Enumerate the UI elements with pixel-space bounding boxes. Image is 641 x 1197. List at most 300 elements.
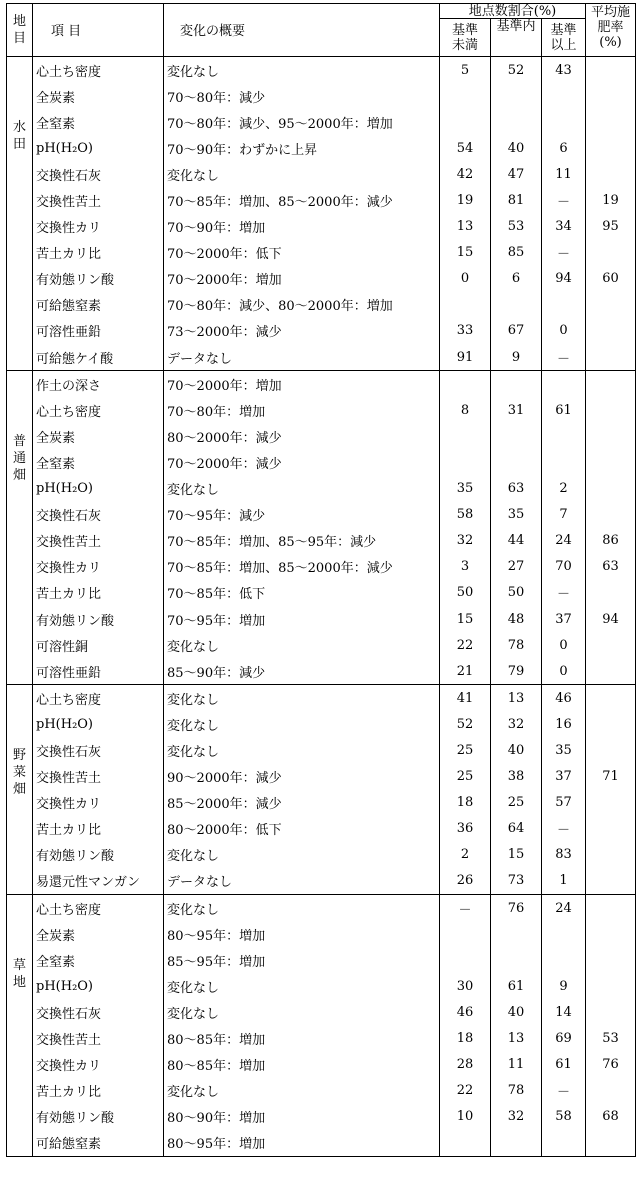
header-desc: 変化の概要 (164, 4, 440, 57)
within-standard-cell: 13 (491, 1025, 542, 1051)
within-standard-cell: 6 (491, 266, 542, 292)
fertilization-rate-cell: 53 (586, 1025, 636, 1051)
above-standard-cell (542, 83, 586, 109)
fertilization-rate-cell: 86 (586, 528, 636, 554)
above-standard-cell: 0 (542, 658, 586, 685)
within-standard-cell: 44 (491, 528, 542, 554)
table-row (7, 606, 636, 632)
description-cell: 変化なし (164, 476, 440, 502)
table-row (7, 868, 636, 895)
description-cell: 80～2000年：低下 (164, 816, 440, 842)
fertilization-rate-cell: 60 (586, 266, 636, 292)
above-standard-cell: － (542, 344, 586, 371)
table-row (7, 999, 636, 1025)
below-standard-cell: 0 (440, 266, 491, 292)
below-standard-cell: 25 (440, 737, 491, 763)
table-row (7, 187, 636, 213)
within-standard-cell: 32 (491, 711, 542, 737)
item-cell: pH(H₂O) (33, 973, 164, 999)
table-row (7, 135, 636, 161)
fertilization-rate-cell (586, 868, 636, 895)
item-cell: 可給態窒素 (33, 1130, 164, 1157)
above-standard-cell: － (542, 580, 586, 606)
land-category-label: 野菜畑 (12, 748, 26, 798)
above-standard-cell: 24 (542, 895, 586, 922)
below-standard-cell: 50 (440, 580, 491, 606)
below-standard-cell (440, 1130, 491, 1157)
description-cell: 変化なし (164, 685, 440, 712)
item-cell: pH(H₂O) (33, 476, 164, 502)
description-cell: 70～85年：増加、85～2000年：減少 (164, 554, 440, 580)
description-cell: 70～80年：減少、95～2000年：増加 (164, 109, 440, 135)
within-standard-cell: 32 (491, 1104, 542, 1130)
above-standard-cell: 94 (542, 266, 586, 292)
table-row (7, 1104, 636, 1130)
table-row (7, 816, 636, 842)
below-standard-cell: 52 (440, 711, 491, 737)
description-cell: 70～80年：減少、80～2000年：増加 (164, 292, 440, 318)
fertilization-rate-cell: 68 (586, 1104, 636, 1130)
description-cell: 80～2000年：減少 (164, 423, 440, 449)
description-cell: 70～2000年：減少 (164, 449, 440, 475)
description-cell: 70～85年：増加、85～95年：減少 (164, 528, 440, 554)
within-standard-cell: 64 (491, 816, 542, 842)
below-standard-cell (440, 109, 491, 135)
above-standard-cell: － (542, 1078, 586, 1104)
table-row (7, 790, 636, 816)
fertilization-rate-cell (586, 449, 636, 475)
above-standard-cell: 37 (542, 606, 586, 632)
description-cell: 80～85年：増加 (164, 1025, 440, 1051)
table-row (7, 318, 636, 344)
above-standard-cell: 46 (542, 685, 586, 712)
description-cell: 70～2000年：増加 (164, 371, 440, 398)
table-row (7, 921, 636, 947)
within-standard-cell: 25 (491, 790, 542, 816)
below-standard-cell: 32 (440, 528, 491, 554)
fertilization-rate-cell (586, 816, 636, 842)
item-cell: 苦土カリ比 (33, 1078, 164, 1104)
table-row (7, 973, 636, 999)
item-cell: 交換性苦土 (33, 764, 164, 790)
above-standard-cell: 7 (542, 502, 586, 528)
header-rate: 平均施肥率(%) (586, 4, 636, 57)
land-category-cell (7, 895, 33, 1157)
item-cell: 心土ち密度 (33, 57, 164, 84)
below-standard-cell: － (440, 895, 491, 922)
fertilization-rate-cell: 95 (586, 214, 636, 240)
fertilization-rate-cell (586, 580, 636, 606)
description-cell: 85～2000年：減少 (164, 790, 440, 816)
within-standard-cell (491, 449, 542, 475)
item-cell: 全窒素 (33, 109, 164, 135)
fertilization-rate-cell (586, 240, 636, 266)
table-row (7, 1025, 636, 1051)
above-standard-cell: 43 (542, 57, 586, 84)
item-cell: 心土ち密度 (33, 685, 164, 712)
within-standard-cell: 15 (491, 842, 542, 868)
table-row (7, 476, 636, 502)
description-cell: 80～95年：増加 (164, 921, 440, 947)
above-standard-cell (542, 423, 586, 449)
description-cell: 70～2000年：増加 (164, 266, 440, 292)
within-standard-cell (491, 83, 542, 109)
item-cell: 交換性カリ (33, 214, 164, 240)
header-item: 項 目 (33, 4, 164, 57)
above-standard-cell: 58 (542, 1104, 586, 1130)
within-standard-cell: 11 (491, 1052, 542, 1078)
above-standard-cell: 0 (542, 318, 586, 344)
description-cell: 70～90年：わずかに上昇 (164, 135, 440, 161)
item-cell: 交換性カリ (33, 554, 164, 580)
table-row (7, 109, 636, 135)
above-standard-cell: 14 (542, 999, 586, 1025)
within-standard-cell: 38 (491, 764, 542, 790)
item-cell: 全炭素 (33, 921, 164, 947)
table-row (7, 266, 636, 292)
within-standard-cell: 79 (491, 658, 542, 685)
above-standard-cell: 1 (542, 868, 586, 895)
below-standard-cell: 54 (440, 135, 491, 161)
below-standard-cell: 33 (440, 318, 491, 344)
fertilization-rate-cell (586, 476, 636, 502)
fertilization-rate-cell (586, 292, 636, 318)
item-cell: 交換性苦土 (33, 1025, 164, 1051)
above-standard-cell: 6 (542, 135, 586, 161)
item-cell: 交換性苦土 (33, 187, 164, 213)
above-standard-cell (542, 449, 586, 475)
above-standard-cell: 61 (542, 1052, 586, 1078)
below-standard-cell (440, 423, 491, 449)
within-standard-cell (491, 292, 542, 318)
description-cell: 70～85年：増加、85～2000年：減少 (164, 187, 440, 213)
table-row (7, 397, 636, 423)
fertilization-rate-cell (586, 737, 636, 763)
item-cell: 全炭素 (33, 423, 164, 449)
item-cell: 全窒素 (33, 947, 164, 973)
fertilization-rate-cell: 94 (586, 606, 636, 632)
fertilization-rate-cell (586, 109, 636, 135)
fertilization-rate-cell (586, 397, 636, 423)
below-standard-cell (440, 921, 491, 947)
description-cell: 70～80年：増加 (164, 397, 440, 423)
table-row (7, 947, 636, 973)
table-row (7, 685, 636, 712)
header-above: 基準以上 (542, 19, 586, 57)
table-row (7, 711, 636, 737)
land-category-cell (7, 685, 33, 895)
table-row (7, 214, 636, 240)
table-row (7, 344, 636, 371)
land-category-cell (7, 371, 33, 685)
below-standard-cell: 58 (440, 502, 491, 528)
land-category-label: 普通畑 (12, 434, 26, 484)
item-cell: 作土の深さ (33, 371, 164, 398)
within-standard-cell (491, 423, 542, 449)
item-cell: 可溶性亜鉛 (33, 658, 164, 685)
description-cell: 変化なし (164, 632, 440, 658)
below-standard-cell (440, 449, 491, 475)
above-standard-cell (542, 921, 586, 947)
fertilization-rate-cell (586, 1130, 636, 1157)
item-cell: 有効態リン酸 (33, 842, 164, 868)
item-cell: 心土ち密度 (33, 895, 164, 922)
description-cell: 80～90年：増加 (164, 1104, 440, 1130)
above-standard-cell: 61 (542, 397, 586, 423)
description-cell: 70～90年：増加 (164, 214, 440, 240)
below-standard-cell: 19 (440, 187, 491, 213)
description-cell: 変化なし (164, 737, 440, 763)
within-standard-cell: 85 (491, 240, 542, 266)
fertilization-rate-cell (586, 632, 636, 658)
above-standard-cell: 69 (542, 1025, 586, 1051)
above-standard-cell (542, 371, 586, 398)
fertilization-rate-cell (586, 83, 636, 109)
within-standard-cell: 48 (491, 606, 542, 632)
below-standard-cell: 35 (440, 476, 491, 502)
above-standard-cell (542, 292, 586, 318)
item-cell: 可給態窒素 (33, 292, 164, 318)
above-standard-cell: 37 (542, 764, 586, 790)
below-standard-cell: 41 (440, 685, 491, 712)
description-cell: 90～2000年：減少 (164, 764, 440, 790)
below-standard-cell: 22 (440, 1078, 491, 1104)
description-cell: 70～80年：減少 (164, 83, 440, 109)
table-row (7, 842, 636, 868)
item-cell: 交換性カリ (33, 790, 164, 816)
below-standard-cell: 36 (440, 816, 491, 842)
description-cell: 変化なし (164, 161, 440, 187)
fertilization-rate-cell (586, 318, 636, 344)
within-standard-cell: 47 (491, 161, 542, 187)
below-standard-cell: 46 (440, 999, 491, 1025)
land-category-cell (7, 57, 33, 371)
fertilization-rate-cell (586, 371, 636, 398)
fertilization-rate-cell (586, 135, 636, 161)
table-row (7, 764, 636, 790)
table-row (7, 580, 636, 606)
fertilization-rate-cell (586, 1078, 636, 1104)
item-cell: 有効態リン酸 (33, 606, 164, 632)
description-cell: データなし (164, 868, 440, 895)
header-ratio-group: 地点数割合(%) (440, 4, 586, 19)
above-standard-cell: 0 (542, 632, 586, 658)
within-standard-cell: 40 (491, 135, 542, 161)
table-row (7, 161, 636, 187)
below-standard-cell (440, 947, 491, 973)
table-body (7, 57, 636, 1157)
within-standard-cell: 78 (491, 1078, 542, 1104)
fertilization-rate-cell (586, 344, 636, 371)
within-standard-cell: 35 (491, 502, 542, 528)
fertilization-rate-cell (586, 947, 636, 973)
fertilization-rate-cell (586, 842, 636, 868)
above-standard-cell: － (542, 240, 586, 266)
above-standard-cell: 11 (542, 161, 586, 187)
below-standard-cell: 21 (440, 658, 491, 685)
description-cell: 85～95年：増加 (164, 947, 440, 973)
header-below: 基準未満 (440, 19, 491, 57)
above-standard-cell: 9 (542, 973, 586, 999)
item-cell: 可溶性亜鉛 (33, 318, 164, 344)
description-cell: 70～95年：減少 (164, 502, 440, 528)
item-cell: 易還元性マンガン (33, 868, 164, 895)
fertilization-rate-cell: 19 (586, 187, 636, 213)
item-cell: 有効態リン酸 (33, 1104, 164, 1130)
soil-change-table (6, 3, 636, 1157)
description-cell: 85～90年：減少 (164, 658, 440, 685)
within-standard-cell: 27 (491, 554, 542, 580)
table-row (7, 57, 636, 84)
within-standard-cell: 63 (491, 476, 542, 502)
within-standard-cell: 81 (491, 187, 542, 213)
table-row (7, 1130, 636, 1157)
within-standard-cell: 78 (491, 632, 542, 658)
description-cell: 変化なし (164, 973, 440, 999)
above-standard-cell: － (542, 187, 586, 213)
within-standard-cell (491, 1130, 542, 1157)
item-cell: 交換性苦土 (33, 528, 164, 554)
within-standard-cell (491, 371, 542, 398)
item-cell: 苦土カリ比 (33, 580, 164, 606)
fertilization-rate-cell (586, 921, 636, 947)
within-standard-cell: 31 (491, 397, 542, 423)
description-cell: 70～85年：低下 (164, 580, 440, 606)
description-cell: 80～95年：増加 (164, 1130, 440, 1157)
within-standard-cell: 53 (491, 214, 542, 240)
below-standard-cell: 42 (440, 161, 491, 187)
within-standard-cell: 40 (491, 999, 542, 1025)
fertilization-rate-cell (586, 999, 636, 1025)
fertilization-rate-cell (586, 895, 636, 922)
above-standard-cell (542, 1130, 586, 1157)
above-standard-cell: 57 (542, 790, 586, 816)
above-standard-cell: 83 (542, 842, 586, 868)
item-cell: 交換性石灰 (33, 161, 164, 187)
fertilization-rate-cell (586, 685, 636, 712)
item-cell: 交換性石灰 (33, 999, 164, 1025)
fertilization-rate-cell (586, 161, 636, 187)
description-cell: 変化なし (164, 895, 440, 922)
description-cell: 80～85年：増加 (164, 1052, 440, 1078)
table-row (7, 1052, 636, 1078)
land-category-label: 草地 (12, 958, 26, 990)
description-cell: 変化なし (164, 57, 440, 84)
item-cell: 交換性カリ (33, 1052, 164, 1078)
below-standard-cell: 8 (440, 397, 491, 423)
fertilization-rate-cell: 76 (586, 1052, 636, 1078)
within-standard-cell (491, 947, 542, 973)
description-cell: 変化なし (164, 711, 440, 737)
above-standard-cell (542, 109, 586, 135)
above-standard-cell: 16 (542, 711, 586, 737)
fertilization-rate-cell (586, 57, 636, 84)
description-cell: 73～2000年：減少 (164, 318, 440, 344)
fertilization-rate-cell (586, 658, 636, 685)
below-standard-cell: 30 (440, 973, 491, 999)
below-standard-cell: 2 (440, 842, 491, 868)
header-within: 基準内 (491, 19, 542, 57)
within-standard-cell: 76 (491, 895, 542, 922)
above-standard-cell: 2 (542, 476, 586, 502)
within-standard-cell (491, 109, 542, 135)
item-cell: 苦土カリ比 (33, 816, 164, 842)
item-cell: pH(H₂O) (33, 711, 164, 737)
below-standard-cell: 26 (440, 868, 491, 895)
above-standard-cell: － (542, 816, 586, 842)
within-standard-cell: 61 (491, 973, 542, 999)
below-standard-cell (440, 292, 491, 318)
below-standard-cell: 13 (440, 214, 491, 240)
fertilization-rate-cell: 63 (586, 554, 636, 580)
table-row (7, 554, 636, 580)
below-standard-cell: 28 (440, 1052, 491, 1078)
description-cell: データなし (164, 344, 440, 371)
above-standard-cell: 24 (542, 528, 586, 554)
item-cell: 有効態リン酸 (33, 266, 164, 292)
item-cell: 全窒素 (33, 449, 164, 475)
item-cell: pH(H₂O) (33, 135, 164, 161)
table-row (7, 528, 636, 554)
below-standard-cell: 15 (440, 240, 491, 266)
item-cell: 苦土カリ比 (33, 240, 164, 266)
description-cell: 70～2000年：低下 (164, 240, 440, 266)
table-row (7, 737, 636, 763)
table-row (7, 449, 636, 475)
below-standard-cell: 18 (440, 790, 491, 816)
above-standard-cell: 34 (542, 214, 586, 240)
item-cell: 交換性石灰 (33, 502, 164, 528)
below-standard-cell: 10 (440, 1104, 491, 1130)
below-standard-cell: 15 (440, 606, 491, 632)
below-standard-cell: 25 (440, 764, 491, 790)
table-row (7, 1078, 636, 1104)
description-cell: 変化なし (164, 842, 440, 868)
land-category-label: 水田 (12, 120, 26, 152)
table-row (7, 240, 636, 266)
above-standard-cell: 35 (542, 737, 586, 763)
within-standard-cell: 73 (491, 868, 542, 895)
within-standard-cell: 50 (491, 580, 542, 606)
below-standard-cell (440, 83, 491, 109)
item-cell: 心土ち密度 (33, 397, 164, 423)
item-cell: 可給態ケイ酸 (33, 344, 164, 371)
description-cell: 変化なし (164, 999, 440, 1025)
within-standard-cell: 40 (491, 737, 542, 763)
item-cell: 可溶性銅 (33, 632, 164, 658)
below-standard-cell: 22 (440, 632, 491, 658)
item-cell: 全炭素 (33, 83, 164, 109)
table-row (7, 371, 636, 398)
fertilization-rate-cell (586, 423, 636, 449)
fertilization-rate-cell (586, 790, 636, 816)
within-standard-cell (491, 921, 542, 947)
description-cell: 変化なし (164, 1078, 440, 1104)
below-standard-cell: 5 (440, 57, 491, 84)
below-standard-cell: 3 (440, 554, 491, 580)
table-row (7, 632, 636, 658)
within-standard-cell: 13 (491, 685, 542, 712)
within-standard-cell: 67 (491, 318, 542, 344)
within-standard-cell: 52 (491, 57, 542, 84)
fertilization-rate-cell (586, 711, 636, 737)
table-row (7, 895, 636, 922)
header-land: 地目 (7, 4, 33, 57)
above-standard-cell: 70 (542, 554, 586, 580)
fertilization-rate-cell: 71 (586, 764, 636, 790)
item-cell: 交換性石灰 (33, 737, 164, 763)
table-row (7, 292, 636, 318)
